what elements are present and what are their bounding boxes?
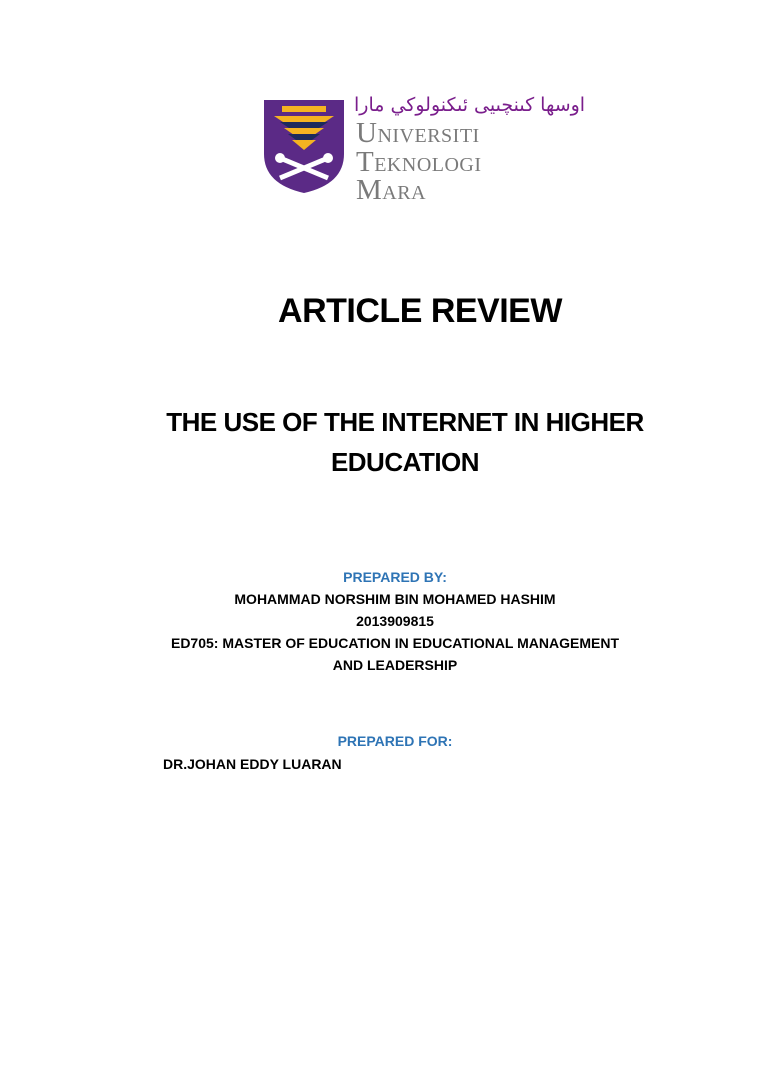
subtitle-line-2: EDUCATION xyxy=(330,447,480,477)
prepared-by-section xyxy=(140,566,650,676)
logo-line-mara xyxy=(356,176,426,205)
document-title: ARTICLE REVIEW xyxy=(278,292,562,330)
logo-line-universiti xyxy=(356,119,480,148)
logo-arabic-motto: اوسها كىنچىيى ئىكنولوكي مارا xyxy=(354,94,586,116)
prepared-by-label: PREPARED BY: xyxy=(343,569,447,585)
document-subtitle xyxy=(140,402,670,482)
recipient-name: DR.JOHAN EDDY LUARAN xyxy=(163,756,342,772)
university-crest-icon xyxy=(262,98,346,194)
program-line-1: ED705: MASTER OF EDUCATION IN EDUCATIONAL MANAGEMENT xyxy=(170,635,619,651)
logo-line2-text: Teknologi xyxy=(356,146,482,178)
author-name: MOHAMMAD NORSHIM BIN MOHAMED HASHIM xyxy=(234,591,556,607)
student-id: 2013909815 xyxy=(356,613,434,629)
logo-line3-text: Mara xyxy=(356,174,427,206)
subtitle-line-1: THE USE OF THE INTERNET IN HIGHER xyxy=(166,407,644,437)
logo-line-teknologi xyxy=(356,148,482,177)
university-logo xyxy=(262,94,586,206)
program-line-2: AND LEADERSHIP xyxy=(332,657,458,673)
prepared-for-label: PREPARED FOR: xyxy=(337,733,453,749)
logo-line1-text: Universiti xyxy=(356,117,480,149)
